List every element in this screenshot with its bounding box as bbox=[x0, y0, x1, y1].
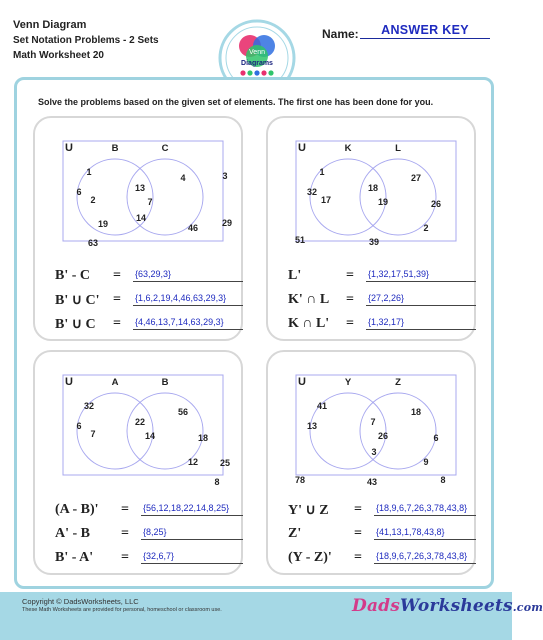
worksheet-subtitle: Set Notation Problems - 2 Sets bbox=[13, 35, 159, 46]
set-expression: L' bbox=[288, 268, 302, 283]
answer-field[interactable]: {8,25} bbox=[141, 525, 243, 540]
answer-field[interactable]: {1,32,17} bbox=[366, 315, 476, 330]
problem-row bbox=[55, 526, 245, 544]
answer-field[interactable]: {4,46,13,7,14,63,29,3} bbox=[133, 315, 243, 330]
brand-c: .com bbox=[512, 601, 543, 614]
problem-row bbox=[288, 316, 478, 334]
name-label: Name: bbox=[322, 27, 359, 41]
universe-rect bbox=[296, 375, 456, 475]
set-element: 8 bbox=[440, 475, 446, 485]
set-element: 78 bbox=[294, 475, 306, 485]
set-element: 41 bbox=[316, 401, 328, 411]
venn-diagram bbox=[53, 369, 231, 487]
problem-card-4 bbox=[266, 350, 476, 575]
set-element: 6 bbox=[76, 187, 82, 197]
brand-b: Worksheets bbox=[400, 596, 513, 616]
problem-row bbox=[55, 550, 245, 568]
worksheet-number: Math Worksheet 20 bbox=[13, 50, 104, 61]
set-a-label: Y bbox=[344, 377, 352, 388]
set-element: 63 bbox=[87, 238, 99, 248]
answer-field[interactable]: {1,6,2,19,4,46,63,29,3} bbox=[133, 291, 243, 306]
answer-field[interactable]: {27,2,26} bbox=[366, 291, 476, 306]
set-element: 3 bbox=[371, 447, 377, 457]
equals-sign: = bbox=[113, 268, 121, 283]
equals-sign: = bbox=[354, 502, 362, 517]
problem-row bbox=[55, 268, 245, 286]
set-element: 12 bbox=[187, 457, 199, 467]
logo-text-2: Diagrams bbox=[241, 60, 273, 67]
set-element: 4 bbox=[180, 173, 186, 183]
set-element: 14 bbox=[135, 213, 147, 223]
problem-row bbox=[288, 268, 478, 286]
set-element: 32 bbox=[306, 187, 318, 197]
set-a-label: K bbox=[344, 143, 352, 154]
venn-diagram bbox=[286, 135, 462, 247]
venn-diagram bbox=[53, 135, 233, 248]
set-element: 3 bbox=[222, 171, 228, 181]
set-element: 6 bbox=[76, 421, 82, 431]
set-expression: B' - A' bbox=[55, 550, 94, 565]
set-expression: (A - B)' bbox=[55, 502, 99, 517]
set-b-label: B bbox=[161, 377, 169, 388]
set-element: 14 bbox=[144, 431, 156, 441]
set-element: 18 bbox=[197, 433, 209, 443]
answer-field[interactable]: {32,6,7} bbox=[141, 549, 243, 564]
equals-sign: = bbox=[346, 268, 354, 283]
set-element: 19 bbox=[377, 197, 389, 207]
set-element: 46 bbox=[187, 223, 199, 233]
equals-sign: = bbox=[121, 526, 129, 541]
problem-row bbox=[288, 292, 478, 310]
set-expression: K' ∩ L bbox=[288, 292, 330, 307]
set-element: 18 bbox=[367, 183, 379, 193]
equals-sign: = bbox=[113, 292, 121, 307]
set-element: 32 bbox=[83, 401, 95, 411]
usage-note: These Math Worksheets are provided for personal, homeschool or classroom use. bbox=[22, 607, 222, 613]
set-element: 7 bbox=[147, 197, 153, 207]
logo-text-1: Venn bbox=[249, 49, 265, 56]
set-element: 29 bbox=[221, 218, 233, 228]
set-element: 39 bbox=[368, 237, 380, 247]
answer-field[interactable]: {56,12,18,22,14,8,25} bbox=[141, 501, 243, 516]
set-element: 18 bbox=[410, 407, 422, 417]
set-element: 2 bbox=[90, 195, 96, 205]
problem-card-2 bbox=[266, 116, 476, 341]
set-element: 8 bbox=[214, 477, 220, 487]
equals-sign: = bbox=[354, 526, 362, 541]
set-element: 1 bbox=[86, 167, 92, 177]
set-b-label: L bbox=[395, 143, 401, 154]
instructions: Solve the problems based on the given set of elements. The first one has been done for you. bbox=[38, 97, 434, 107]
problem-row bbox=[55, 316, 245, 334]
set-expression: B' ∪ C' bbox=[55, 293, 100, 308]
problem-row bbox=[288, 526, 478, 544]
set-element: 7 bbox=[370, 417, 376, 427]
equals-sign: = bbox=[121, 502, 129, 517]
set-expression: K ∩ L' bbox=[288, 316, 330, 331]
set-element: 27 bbox=[410, 173, 422, 183]
set-expression: A' - B bbox=[55, 526, 90, 541]
answer-field[interactable]: {41,13,1,78,43,8} bbox=[374, 525, 476, 540]
set-element: 22 bbox=[134, 417, 146, 427]
set-element: 56 bbox=[177, 407, 189, 417]
problem-row bbox=[288, 502, 478, 520]
set-element: 9 bbox=[423, 457, 429, 467]
brand-a: Dads bbox=[352, 596, 401, 616]
copyright-text: Copyright © DadsWorksheets, LLC bbox=[22, 597, 139, 606]
set-element: 7 bbox=[90, 429, 96, 439]
set-element: 13 bbox=[134, 183, 146, 193]
problem-row bbox=[55, 292, 245, 310]
equals-sign: = bbox=[354, 550, 362, 565]
set-element: 13 bbox=[306, 421, 318, 431]
universe-label: U bbox=[298, 142, 306, 154]
brand-logo bbox=[352, 596, 543, 616]
answer-field[interactable]: {1,32,17,51,39} bbox=[366, 267, 476, 282]
set-expression: (Y - Z)' bbox=[288, 550, 332, 565]
set-element: 25 bbox=[219, 458, 231, 468]
set-b-label: Z bbox=[395, 377, 401, 388]
header-text bbox=[13, 18, 159, 63]
set-expression: Y' ∪ Z bbox=[288, 503, 329, 518]
problem-row bbox=[55, 502, 245, 520]
problem-card-3 bbox=[33, 350, 243, 575]
set-a-label: B bbox=[111, 143, 119, 154]
equals-sign: = bbox=[113, 316, 121, 331]
name-field[interactable]: ANSWER KEY bbox=[360, 23, 490, 39]
universe-label: U bbox=[298, 376, 306, 388]
set-element: 43 bbox=[366, 477, 378, 487]
worksheet-title: Venn Diagram bbox=[13, 19, 87, 31]
equals-sign: = bbox=[346, 316, 354, 331]
set-expression: Z' bbox=[288, 526, 302, 541]
set-element: 26 bbox=[377, 431, 389, 441]
set-b-label: C bbox=[161, 143, 169, 154]
set-element: 1 bbox=[319, 167, 325, 177]
venn-diagram bbox=[286, 369, 462, 487]
set-element: 26 bbox=[430, 199, 442, 209]
set-expression: B' ∪ C bbox=[55, 317, 96, 332]
problem-row bbox=[288, 550, 478, 568]
set-element: 17 bbox=[320, 195, 332, 205]
answer-field[interactable]: {63,29,3} bbox=[133, 267, 243, 282]
equals-sign: = bbox=[121, 550, 129, 565]
universe-label: U bbox=[65, 142, 73, 154]
set-a-label: A bbox=[111, 377, 119, 388]
problem-card-1 bbox=[33, 116, 243, 341]
set-element: 6 bbox=[433, 433, 439, 443]
set-element: 19 bbox=[97, 219, 109, 229]
set-expression: B' - C bbox=[55, 268, 90, 283]
equals-sign: = bbox=[346, 292, 354, 307]
answer-field[interactable]: {18,9,6,7,26,3,78,43,8} bbox=[374, 549, 476, 564]
set-element: 2 bbox=[423, 223, 429, 233]
answer-field[interactable]: {18,9,6,7,26,3,78,43,8} bbox=[374, 501, 476, 516]
universe-label: U bbox=[65, 376, 73, 388]
set-element: 51 bbox=[294, 235, 306, 245]
